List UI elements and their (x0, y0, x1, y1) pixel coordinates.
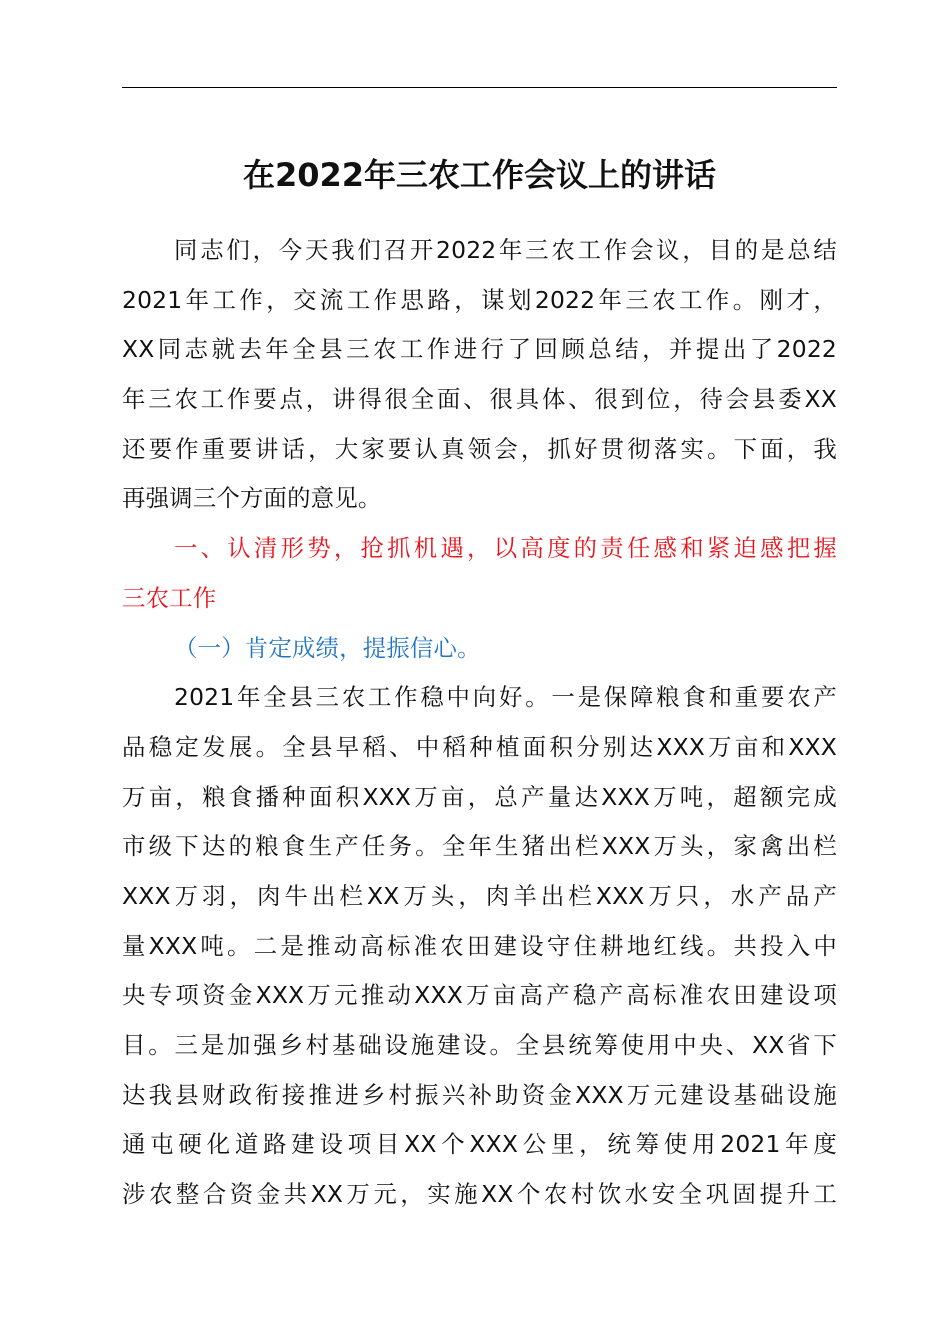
paragraph-line: 通屯硬化道路建设项目XX个XXX公里，统筹使用2021年度 (122, 1130, 837, 1159)
section-heading-line: 一、认清形势，抢抓机遇，以高度的责任感和紧迫感把握 (174, 534, 837, 563)
header-rule (122, 87, 837, 88)
paragraph-line: 同志们，今天我们召开2022年三农工作会议，目的是总结 (174, 236, 837, 264)
paragraph-line: 再强调三个方面的意见。 (122, 484, 382, 513)
paragraph-line: 量XXX吨。二是推动高标准农田建设守住耕地红线。共投入中 (122, 931, 837, 960)
paragraph-line: 2021年工作，交流工作思路，谋划2022年三农工作。刚才， (122, 285, 837, 314)
paragraph-line: 央专项资金XXX万元推动XXX万亩高产稳产高标准农田建设项 (122, 981, 837, 1010)
document-body (122, 226, 837, 1220)
paragraph-line: 年三农工作要点，讲得很全面、很具体、很到位，待会县委XX (122, 385, 837, 414)
paragraph-line: 万亩，粮食播种面积XXX万亩，总产量达XXX万吨，超额完成 (122, 782, 837, 811)
paragraph-line: 2021年全县三农工作稳中向好。一是保障粮食和重要农产 (174, 683, 837, 712)
paragraph-line: 品稳定发展。全县早稻、中稻种植面积分别达XXX万亩和XXX (122, 732, 837, 761)
subsection-heading-line: （一）肯定成绩，提振信心。 (174, 633, 481, 662)
document-title: 在2022年三农工作会议上的讲话 (242, 156, 717, 194)
section-heading-line: 三农工作 (122, 583, 217, 612)
paragraph-line: 目。三是加强乡村基础设施建设。全县统筹使用中央、XX省下 (122, 1031, 837, 1059)
paragraph-line: 涉农整合资金共XX万元，实施XX个农村饮水安全巩固提升工 (122, 1180, 837, 1209)
paragraph-line: XXX万羽，肉牛出栏XX万头，肉羊出栏XXX万只，水产品产 (122, 881, 837, 910)
paragraph-line: 市级下达的粮食生产任务。全年生猪出栏XXX万头，家禽出栏 (122, 832, 837, 861)
paragraph-line: XX同志就去年全县三农工作进行了回顾总结，并提出了2022 (122, 335, 837, 364)
paragraph-line: 达我县财政衔接推进乡村振兴补助资金XXX万元建设基础设施 (122, 1080, 837, 1109)
paragraph-line: 还要作重要讲话，大家要认真领会，抓好贯彻落实。下面，我 (122, 434, 837, 463)
